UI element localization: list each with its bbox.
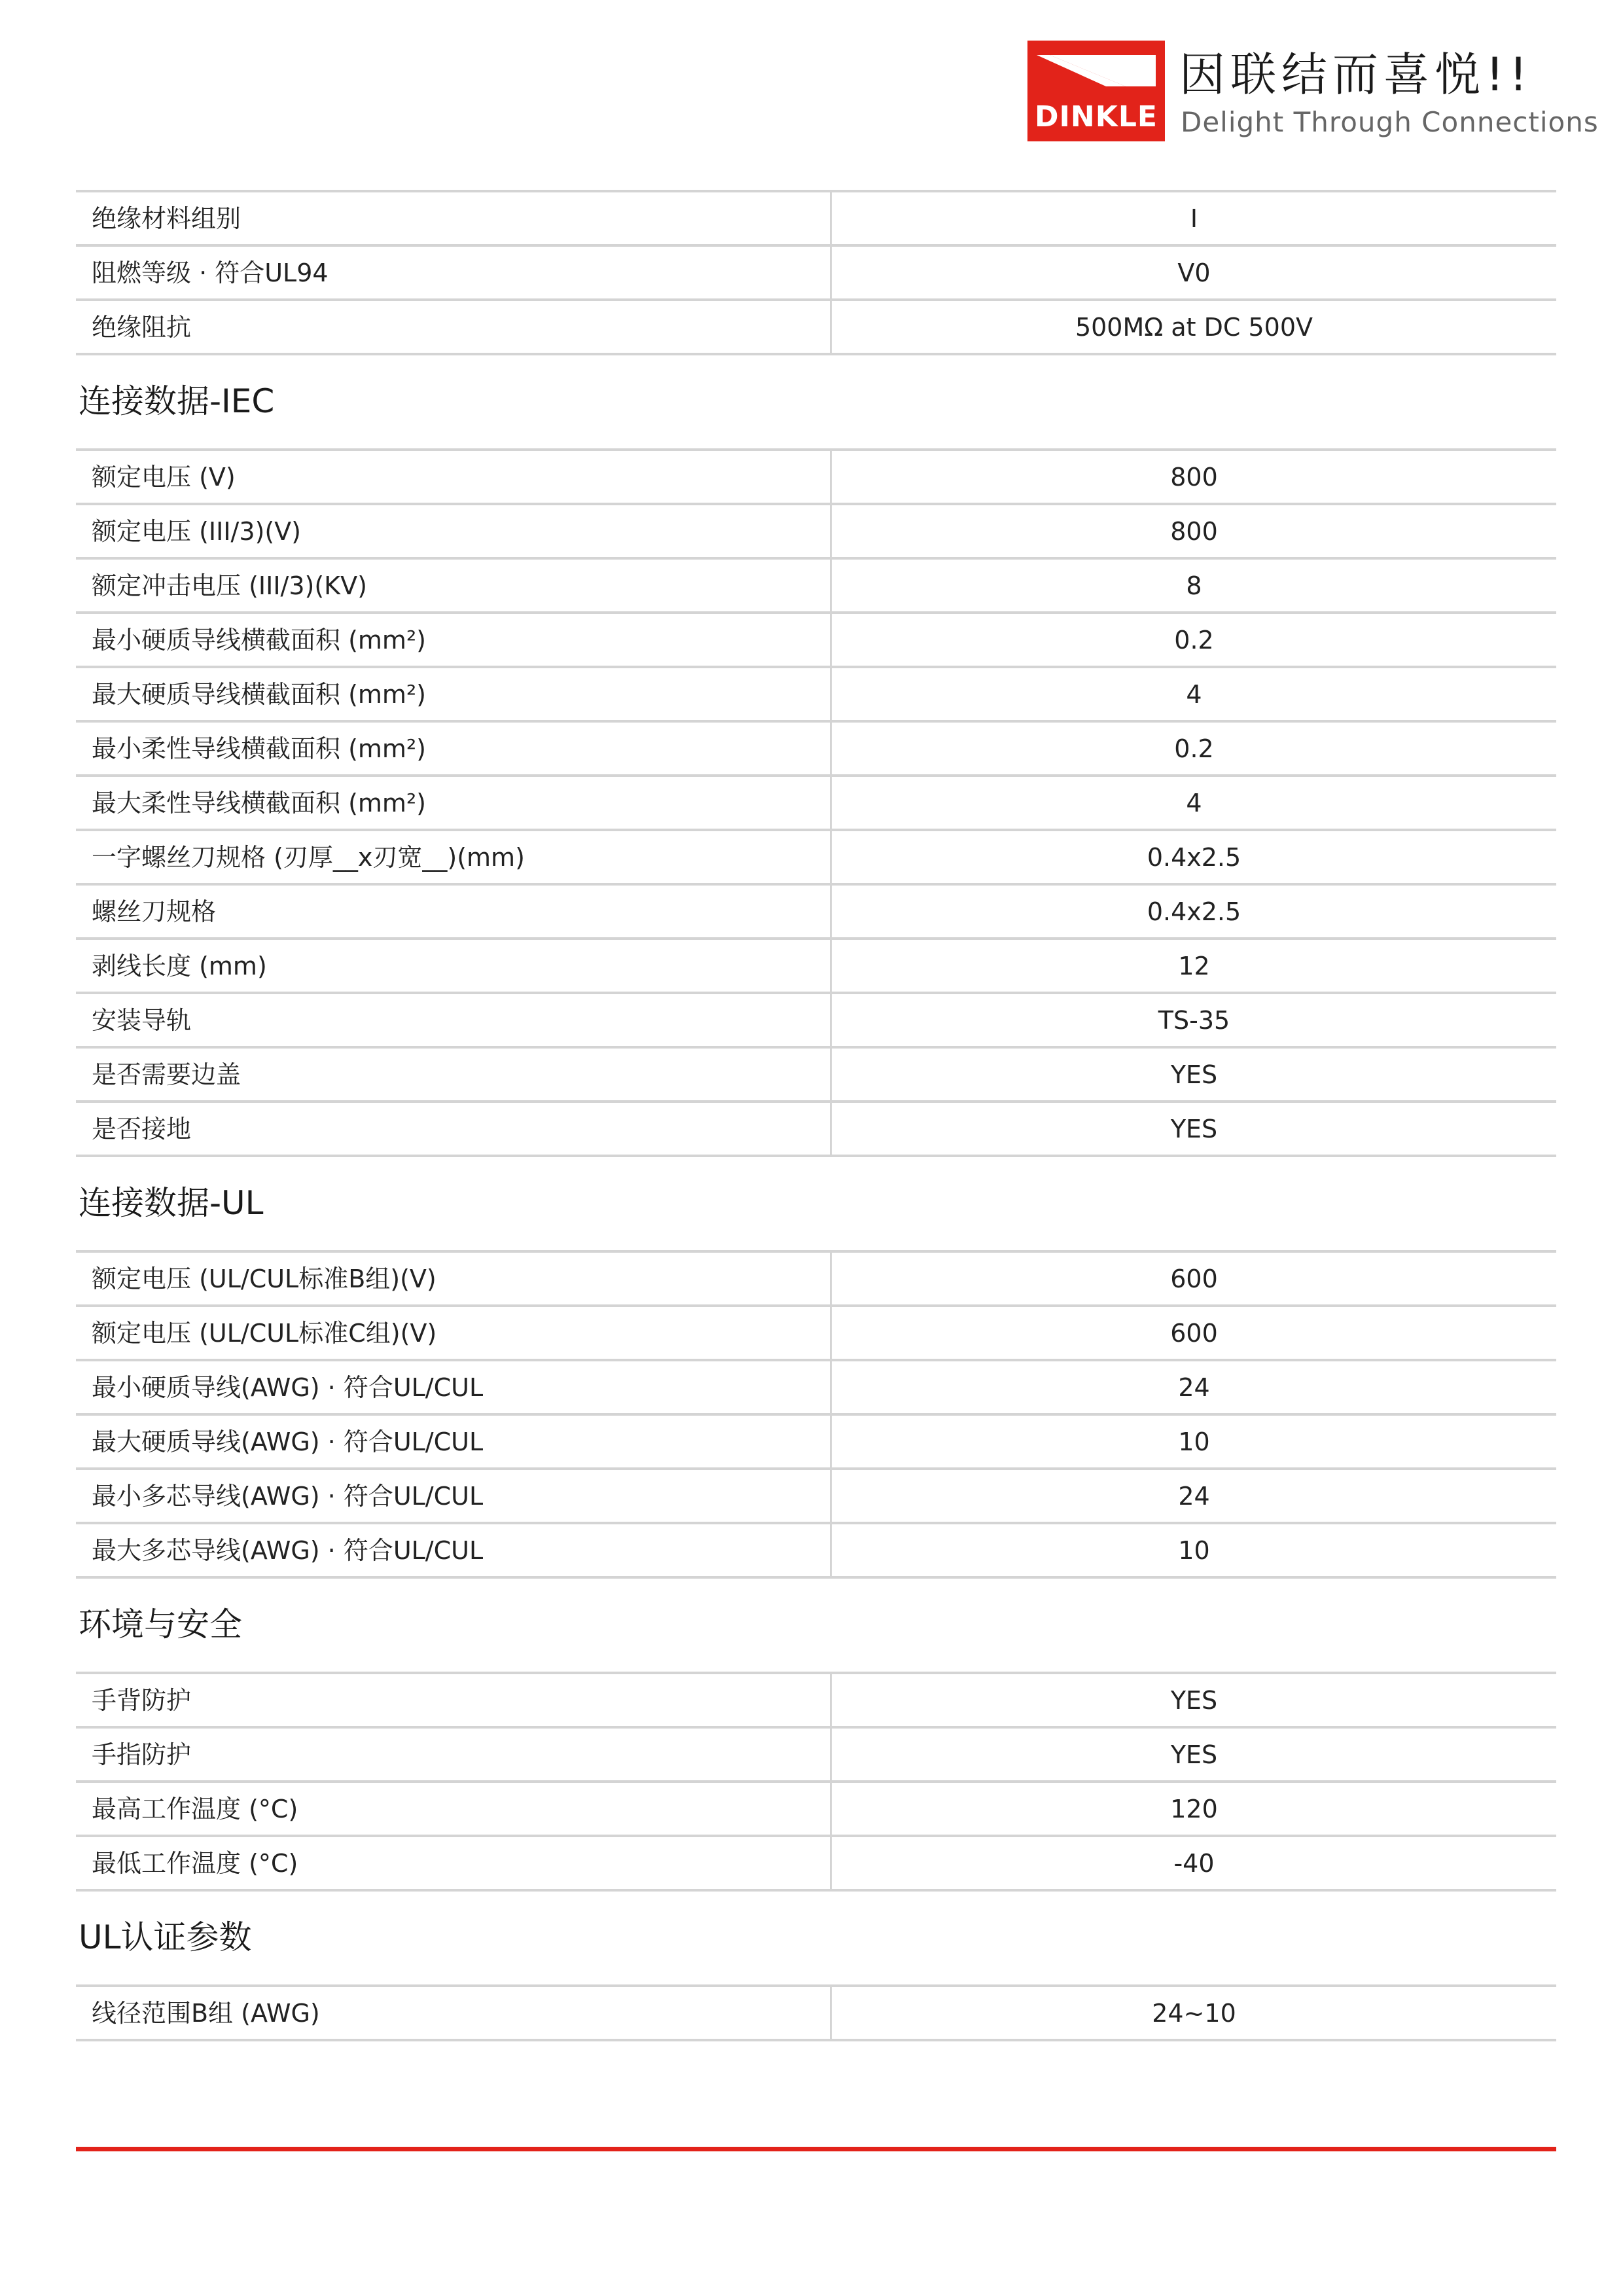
table-row xyxy=(76,613,1556,667)
table-row xyxy=(76,245,1556,300)
spec-value: 800 xyxy=(831,450,1557,504)
spec-value: 0.4x2.5 xyxy=(831,830,1557,884)
ul-table xyxy=(76,1250,1556,1579)
spec-label: 手背防护 xyxy=(76,1673,831,1727)
spec-value: I xyxy=(831,191,1557,245)
table-row xyxy=(76,450,1556,504)
table-row xyxy=(76,300,1556,354)
table-row xyxy=(76,1782,1556,1836)
section-title-ul-cert: UL认证参数 xyxy=(79,1918,252,1956)
spec-content xyxy=(76,190,1556,2041)
spec-label: 最低工作温度 (°C) xyxy=(76,1836,831,1890)
spec-label: 螺丝刀规格 xyxy=(76,884,831,939)
spec-label: 最大硬质导线横截面积 (mm²) xyxy=(76,667,831,721)
spec-value: 24 xyxy=(831,1360,1557,1414)
spec-value: 500MΩ at DC 500V xyxy=(831,300,1557,354)
table-row xyxy=(76,1673,1556,1727)
spec-value: YES xyxy=(831,1673,1557,1727)
spec-value: 4 xyxy=(831,776,1557,830)
slogan-english: Delight Through Connections xyxy=(1181,106,1599,138)
spec-value: 24 xyxy=(831,1469,1557,1523)
spec-label: 手指防护 xyxy=(76,1727,831,1782)
spec-value: 4 xyxy=(831,667,1557,721)
table-row xyxy=(76,1047,1556,1102)
table-row xyxy=(76,1102,1556,1156)
table-row xyxy=(76,1251,1556,1306)
spec-label: 安装导轨 xyxy=(76,993,831,1047)
table-row xyxy=(76,558,1556,613)
material-table xyxy=(76,190,1556,355)
table-row xyxy=(76,1986,1556,2040)
spec-value: V0 xyxy=(831,245,1557,300)
table-row xyxy=(76,1414,1556,1469)
table-row xyxy=(76,884,1556,939)
table-row xyxy=(76,191,1556,245)
section-title-environment: 环境与安全 xyxy=(79,1605,242,1643)
brand-header xyxy=(1027,41,1599,145)
spec-value: 0.2 xyxy=(831,721,1557,776)
spec-label: 最小柔性导线横截面积 (mm²) xyxy=(76,721,831,776)
spec-label: 最小多芯导线(AWG) · 符合UL/CUL xyxy=(76,1469,831,1523)
spec-label: 额定电压 (V) xyxy=(76,450,831,504)
spec-label: 最大柔性导线横截面积 (mm²) xyxy=(76,776,831,830)
spec-label: 额定电压 (UL/CUL标准B组)(V) xyxy=(76,1251,831,1306)
spec-value: 10 xyxy=(831,1523,1557,1577)
spec-label: 最小硬质导线横截面积 (mm²) xyxy=(76,613,831,667)
table-row xyxy=(76,1836,1556,1890)
ul-cert-table xyxy=(76,1984,1556,2041)
spec-label: 最高工作温度 (°C) xyxy=(76,1782,831,1836)
spec-label: 最大多芯导线(AWG) · 符合UL/CUL xyxy=(76,1523,831,1577)
table-row xyxy=(76,1523,1556,1577)
spec-value: 600 xyxy=(831,1306,1557,1360)
spec-label: 剥线长度 (mm) xyxy=(76,939,831,993)
spec-label: 最小硬质导线(AWG) · 符合UL/CUL xyxy=(76,1360,831,1414)
spec-value: 12 xyxy=(831,939,1557,993)
spec-label: 绝缘材料组别 xyxy=(76,191,831,245)
spec-value: 8 xyxy=(831,558,1557,613)
table-row xyxy=(76,1469,1556,1523)
spec-label: 额定电压 (UL/CUL标准C组)(V) xyxy=(76,1306,831,1360)
spec-value: -40 xyxy=(831,1836,1557,1890)
spec-label: 最大硬质导线(AWG) · 符合UL/CUL xyxy=(76,1414,831,1469)
spec-value: YES xyxy=(831,1047,1557,1102)
environment-table xyxy=(76,1672,1556,1892)
table-row xyxy=(76,1306,1556,1360)
section-title-ul: 连接数据-UL xyxy=(79,1184,264,1222)
spec-label: 是否接地 xyxy=(76,1102,831,1156)
section-title-iec: 连接数据-IEC xyxy=(79,382,275,420)
spec-value: 24~10 xyxy=(831,1986,1557,2040)
logo-wordmark: DINKLE xyxy=(1035,100,1158,134)
table-row xyxy=(76,939,1556,993)
spec-value: 800 xyxy=(831,504,1557,558)
spec-label: 阻燃等级 · 符合UL94 xyxy=(76,245,831,300)
spec-label: 额定冲击电压 (III/3)(KV) xyxy=(76,558,831,613)
spec-value: 600 xyxy=(831,1251,1557,1306)
spec-label: 绝缘阻抗 xyxy=(76,300,831,354)
spec-label: 额定电压 (III/3)(V) xyxy=(76,504,831,558)
spec-value: 10 xyxy=(831,1414,1557,1469)
footer-divider xyxy=(76,2147,1556,2151)
spec-value: YES xyxy=(831,1102,1557,1156)
spec-value: 0.4x2.5 xyxy=(831,884,1557,939)
table-row xyxy=(76,1360,1556,1414)
spec-value: 0.2 xyxy=(831,613,1557,667)
iec-table xyxy=(76,448,1556,1157)
spec-value: YES xyxy=(831,1727,1557,1782)
table-row xyxy=(76,504,1556,558)
table-row xyxy=(76,721,1556,776)
table-row xyxy=(76,1727,1556,1782)
table-row xyxy=(76,993,1556,1047)
spec-label: 一字螺丝刀规格 (刃厚__x刃宽__)(mm) xyxy=(76,830,831,884)
spec-label: 线径范围B组 (AWG) xyxy=(76,1986,831,2040)
table-row xyxy=(76,776,1556,830)
slogan-chinese: 因联结而喜悦!! xyxy=(1179,48,1533,101)
table-row xyxy=(76,667,1556,721)
spec-label: 是否需要边盖 xyxy=(76,1047,831,1102)
table-row xyxy=(76,830,1556,884)
spec-value: TS-35 xyxy=(831,993,1557,1047)
spec-value: 120 xyxy=(831,1782,1557,1836)
